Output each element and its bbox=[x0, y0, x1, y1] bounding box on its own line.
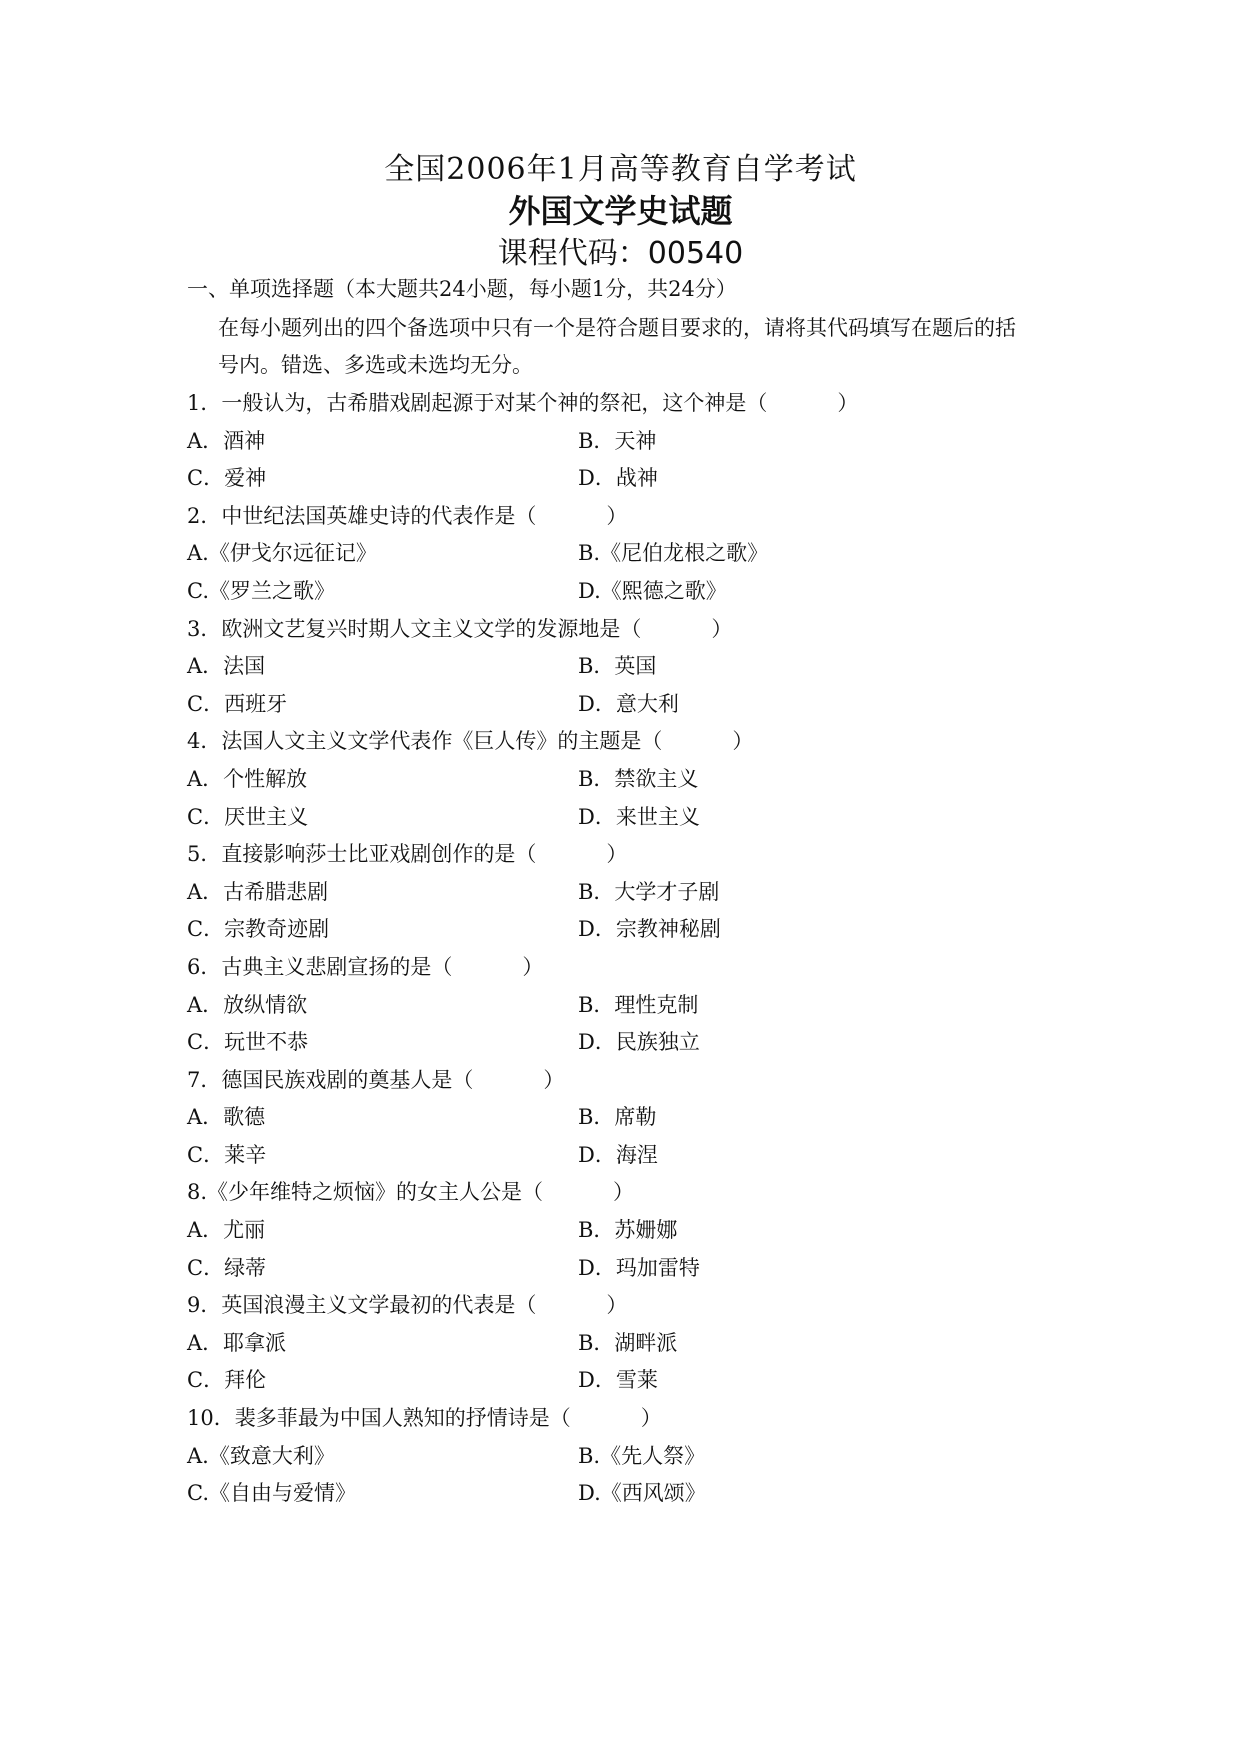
option-d: D.《熙德之歌》 bbox=[578, 578, 727, 603]
question-close-paren: ） bbox=[711, 616, 733, 641]
option-b: B．席勒 bbox=[578, 1105, 657, 1130]
question bbox=[187, 611, 1087, 724]
option-a: A．歌德 bbox=[187, 1105, 266, 1130]
question bbox=[187, 498, 1087, 611]
option-row bbox=[187, 1438, 1087, 1476]
option-c: C．宗教奇迹剧 bbox=[187, 917, 330, 942]
question bbox=[187, 949, 1087, 1062]
question-stem bbox=[187, 836, 1087, 874]
option-d: D．海涅 bbox=[578, 1142, 658, 1167]
option-c: C.《罗兰之歌》 bbox=[187, 578, 335, 603]
question-stem bbox=[187, 949, 1087, 987]
subject-title: 外国文学史试题 bbox=[508, 192, 733, 230]
option-b: B．湖畔派 bbox=[578, 1330, 678, 1355]
question-text: 9．英国浪漫主义文学最初的代表是（ bbox=[187, 1293, 537, 1318]
question-stem bbox=[187, 1400, 1087, 1438]
option-row bbox=[187, 1250, 1087, 1288]
question-close-paren: ） bbox=[613, 1180, 635, 1205]
option-b: B.《尼伯龙根之歌》 bbox=[578, 541, 769, 566]
question bbox=[187, 723, 1087, 836]
question-close-paren: ） bbox=[522, 954, 544, 979]
option-b: B．苏姗娜 bbox=[578, 1218, 678, 1243]
option-a: A.《伊戈尔远征记》 bbox=[187, 541, 377, 566]
option-c: C.《自由与爱情》 bbox=[187, 1481, 356, 1506]
option-b: B．禁欲主义 bbox=[578, 766, 699, 791]
question-text: 7．德国民族戏剧的奠基人是（ bbox=[187, 1067, 474, 1092]
option-row bbox=[187, 1024, 1087, 1062]
question-stem bbox=[187, 1287, 1087, 1325]
option-d: D．来世主义 bbox=[578, 804, 700, 829]
question-stem bbox=[187, 1062, 1087, 1100]
option-b: B．天神 bbox=[578, 428, 657, 453]
question-text: 8.《少年维特之烦恼》的女主人公是（ bbox=[187, 1180, 544, 1205]
option-d: D．玛加雷特 bbox=[578, 1255, 700, 1280]
question-list bbox=[187, 385, 1087, 1513]
question-close-paren: ） bbox=[606, 842, 628, 867]
option-row bbox=[187, 535, 1087, 573]
question-close-paren: ） bbox=[837, 391, 859, 415]
question bbox=[187, 1400, 1087, 1513]
option-row bbox=[187, 573, 1087, 611]
option-a: A．尤丽 bbox=[187, 1218, 266, 1243]
option-row bbox=[187, 761, 1087, 799]
option-row bbox=[187, 460, 1087, 498]
option-c: C．爱神 bbox=[187, 466, 267, 491]
option-c: C．厌世主义 bbox=[187, 804, 309, 829]
option-d: D．意大利 bbox=[578, 691, 679, 716]
course-code: 课程代码：00540 bbox=[497, 236, 744, 271]
option-row bbox=[187, 1137, 1087, 1175]
option-c: C．拜伦 bbox=[187, 1368, 267, 1393]
instruction-line-1: 在每小题列出的四个备选项中只有一个是符合题目要求的，请将其代码填写在题后的括 bbox=[218, 316, 1016, 340]
question bbox=[187, 1287, 1087, 1400]
exam-title: 全国2006年1月高等教育自学考试 bbox=[384, 152, 857, 187]
question-text: 5．直接影响莎士比亚戏剧创作的是（ bbox=[187, 842, 537, 867]
option-c: C．西班牙 bbox=[187, 691, 288, 716]
option-a: A．古希腊悲剧 bbox=[187, 879, 329, 904]
option-a: A．法国 bbox=[187, 654, 266, 679]
question-close-paren: ） bbox=[732, 729, 754, 754]
option-a: A．个性解放 bbox=[187, 766, 308, 791]
option-d: D．战神 bbox=[578, 466, 658, 491]
option-a: A．放纵情欲 bbox=[187, 992, 308, 1017]
option-b: B．英国 bbox=[578, 654, 657, 679]
option-a: A．耶拿派 bbox=[187, 1330, 287, 1355]
question-text: 4．法国人文主义文学代表作《巨人传》的主题是（ bbox=[187, 729, 663, 754]
option-a: A.《致意大利》 bbox=[187, 1443, 335, 1468]
question-stem bbox=[187, 723, 1087, 761]
question-stem bbox=[187, 1174, 1087, 1212]
option-row bbox=[187, 1475, 1087, 1513]
option-d: D．宗教神秘剧 bbox=[578, 917, 721, 942]
option-row bbox=[187, 911, 1087, 949]
question-stem bbox=[187, 611, 1087, 649]
question-stem bbox=[187, 498, 1087, 536]
question-close-paren: ） bbox=[606, 1293, 628, 1318]
option-row bbox=[187, 874, 1087, 912]
option-row bbox=[187, 1099, 1087, 1137]
question bbox=[187, 836, 1087, 949]
question-text: 3．欧洲文艺复兴时期人文主义文学的发源地是（ bbox=[187, 616, 642, 641]
question bbox=[187, 1174, 1087, 1287]
question-close-paren: ） bbox=[606, 503, 628, 528]
question-close-paren: ） bbox=[543, 1067, 565, 1092]
option-b: B．理性克制 bbox=[578, 992, 699, 1017]
option-d: D．雪莱 bbox=[578, 1368, 658, 1393]
option-d: D．民族独立 bbox=[578, 1030, 700, 1055]
option-b: B.《先人祭》 bbox=[578, 1443, 706, 1468]
option-b: B．大学才子剧 bbox=[578, 879, 720, 904]
question-stem bbox=[187, 385, 1087, 423]
instruction-line-2: 号内。错选、多选或未选均无分。 bbox=[218, 353, 533, 377]
option-c: C．绿蒂 bbox=[187, 1255, 267, 1280]
option-a: A．酒神 bbox=[187, 428, 266, 453]
option-row bbox=[187, 799, 1087, 837]
question bbox=[187, 385, 1087, 498]
question-text: 6．古典主义悲剧宣扬的是（ bbox=[187, 954, 453, 979]
question-text: 10．裴多菲最为中国人熟知的抒情诗是（ bbox=[187, 1406, 571, 1431]
question-close-paren: ） bbox=[640, 1406, 662, 1431]
option-row bbox=[187, 987, 1087, 1025]
option-row bbox=[187, 423, 1087, 461]
section-heading: 一、单项选择题（本大题共24小题，每小题1分，共24分） bbox=[187, 277, 737, 301]
question bbox=[187, 1062, 1087, 1175]
option-row bbox=[187, 1325, 1087, 1363]
option-row bbox=[187, 648, 1087, 686]
option-row bbox=[187, 1212, 1087, 1250]
question-text: 1．一般认为，古希腊戏剧起源于对某个神的祭祀，这个神是（ bbox=[187, 391, 768, 415]
option-c: C．莱辛 bbox=[187, 1142, 267, 1167]
option-d: D.《西风颂》 bbox=[578, 1481, 706, 1506]
option-row bbox=[187, 686, 1087, 724]
option-row bbox=[187, 1362, 1087, 1400]
question-text: 2．中世纪法国英雄史诗的代表作是（ bbox=[187, 503, 537, 528]
option-c: C．玩世不恭 bbox=[187, 1030, 309, 1055]
